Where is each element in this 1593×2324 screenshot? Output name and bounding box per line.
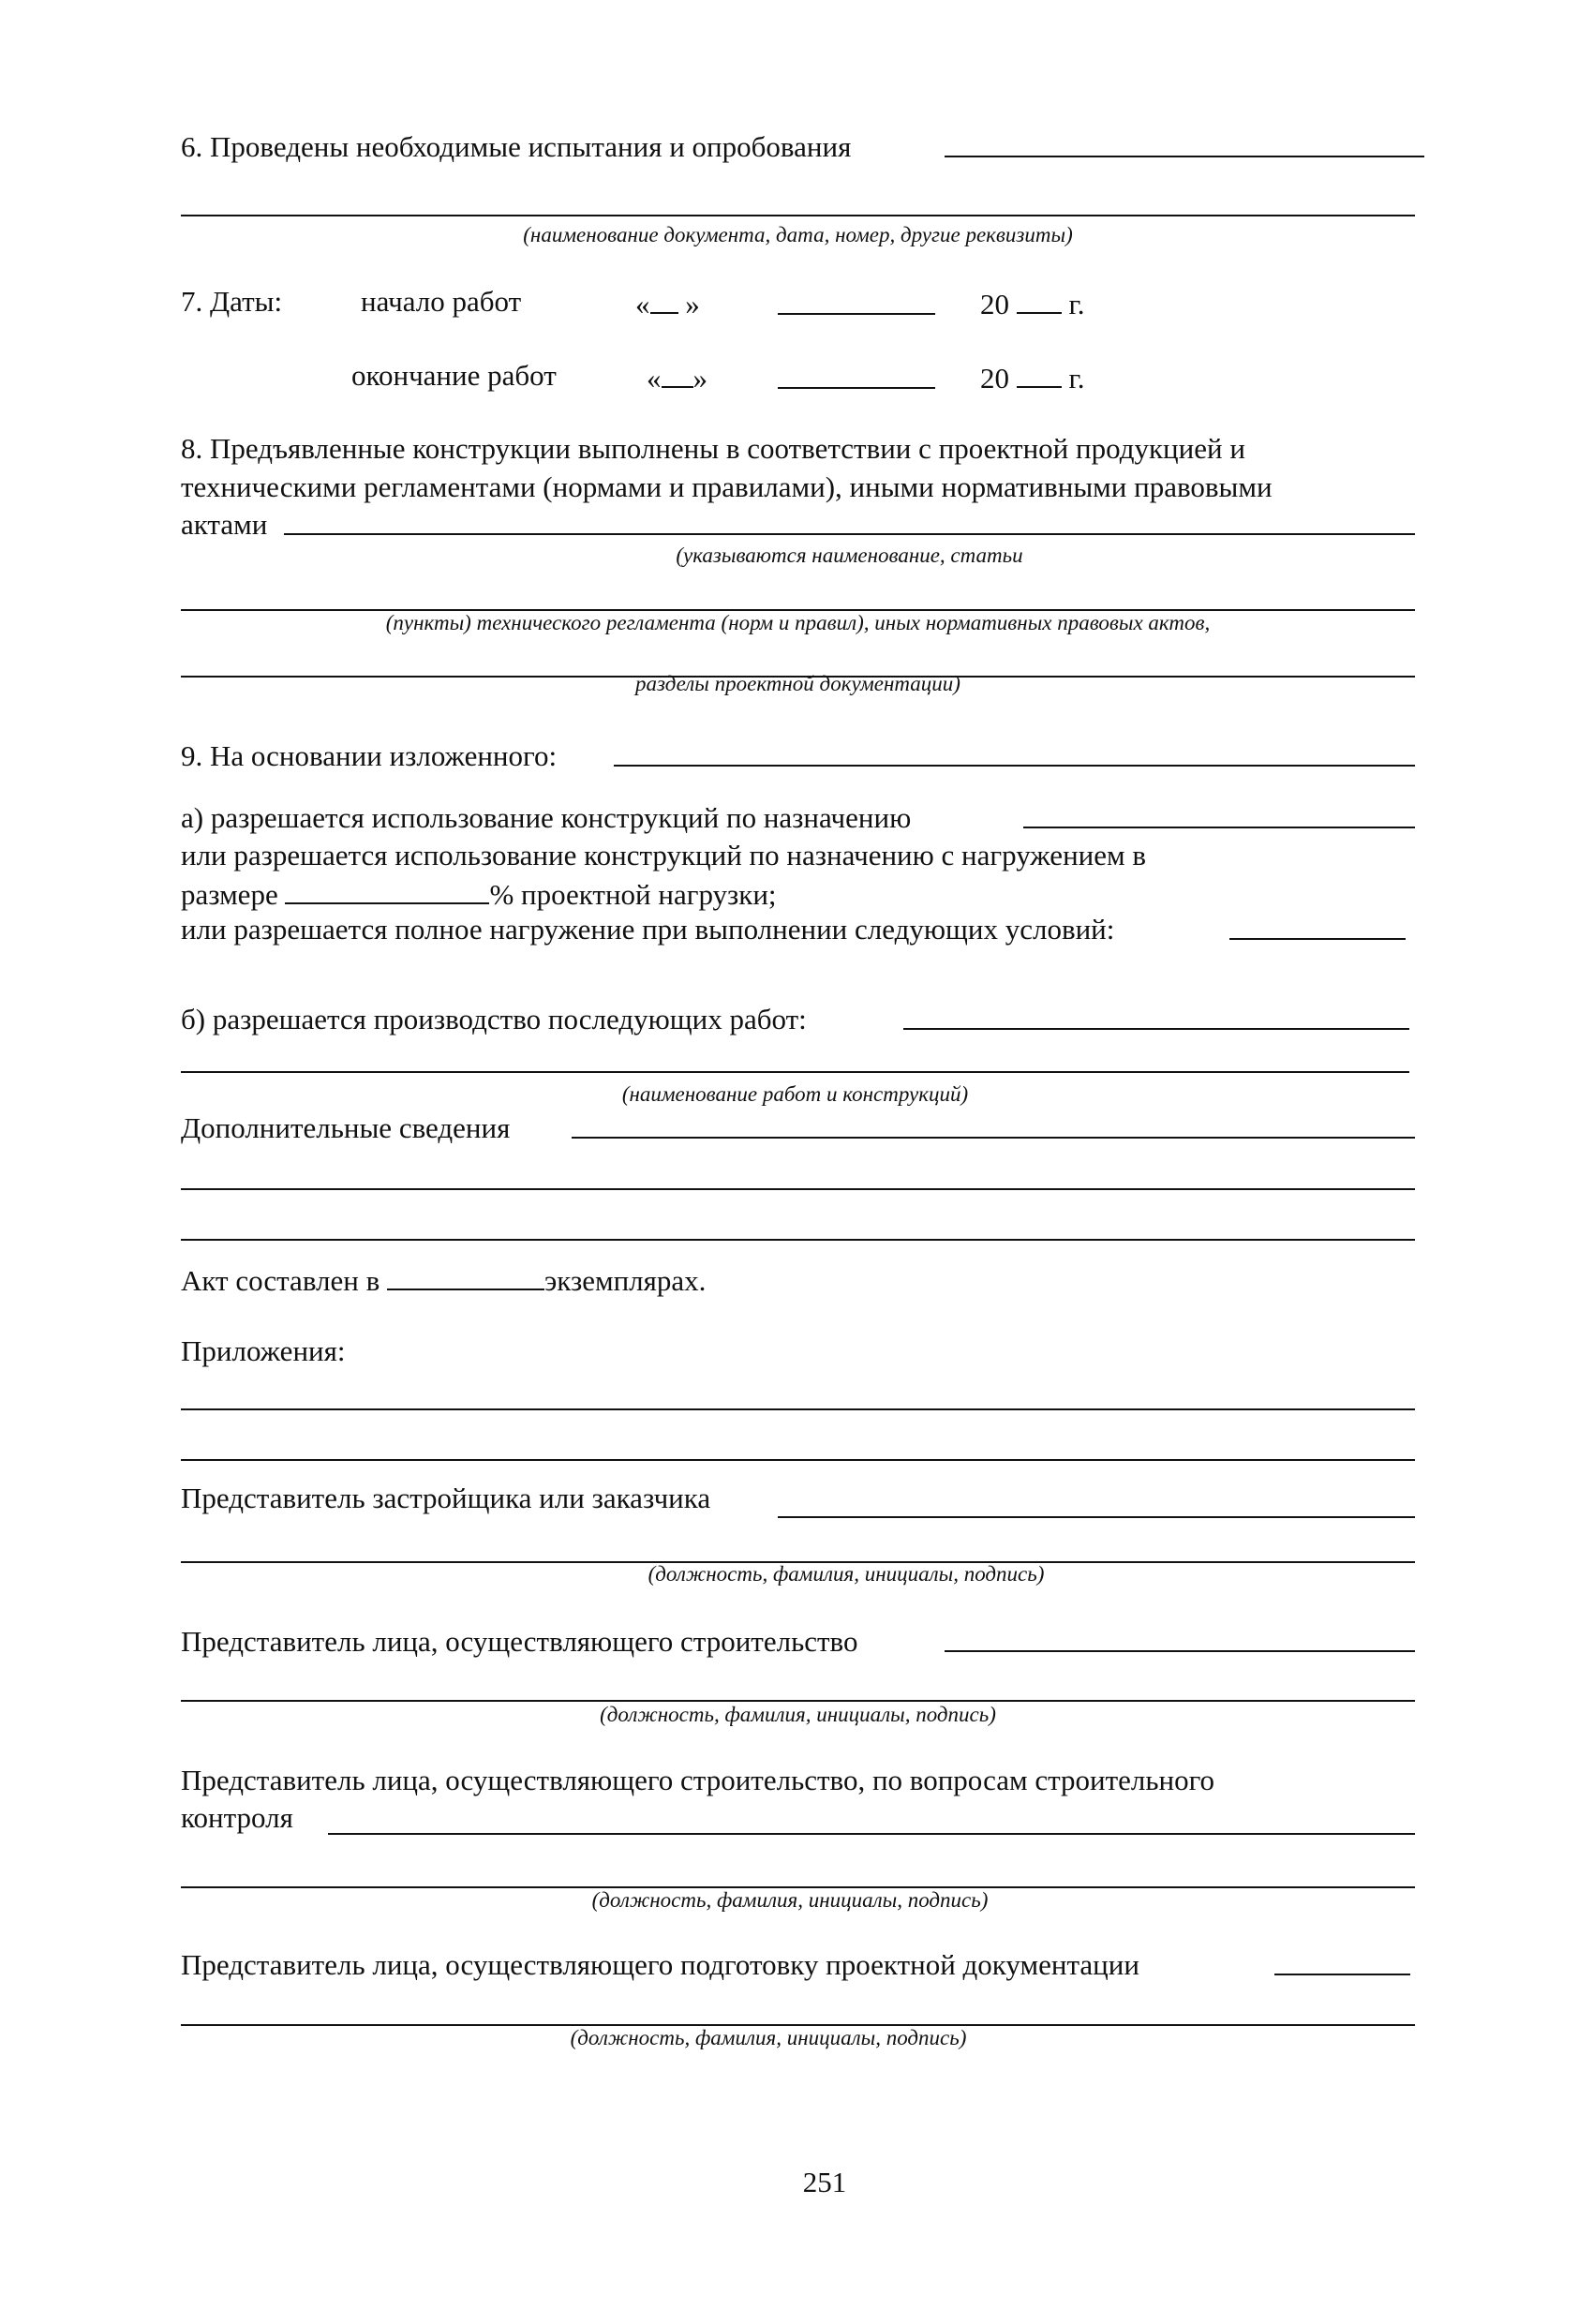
item8-caption-2: (пункты) технического регламента (норм и правил), иных нормативных правовых актов, [385, 611, 1211, 634]
designer-rep-label: Представитель лица, осуществляющего подготовку проектной документации [181, 1948, 1139, 1981]
builder-rep-label: Представитель лица, осуществляющего строительство [181, 1625, 858, 1658]
item9a-conditions-field[interactable] [1229, 938, 1406, 940]
additional-label: Дополнительные сведения [181, 1111, 511, 1144]
start-date-label: начало работ [361, 285, 522, 318]
builder-rep-field[interactable] [945, 1650, 1415, 1652]
control-rep-line2: контроля [181, 1801, 293, 1834]
item9a-line1: а) разрешается использование конструкций по назначению [181, 801, 912, 834]
item8-line2: техническими регламентами (нормами и правилами), иными нормативными правовыми [181, 470, 1273, 503]
additional-line-2[interactable] [181, 1188, 1415, 1190]
end-day-field[interactable] [647, 358, 707, 396]
item6-second-line[interactable] [181, 215, 1415, 216]
item8-line1: 8. Предъявленные конструкции выполнены в соответствии с проектной продукцией и [181, 432, 1245, 465]
designer-rep-field[interactable] [1274, 1974, 1410, 1975]
end-month-field[interactable] [778, 387, 935, 389]
item9b-line1: б) разрешается производство последующих работ: [181, 1003, 807, 1035]
end-year-prefix: 20 [980, 362, 1009, 395]
designer-rep-caption: (должность, фамилия, инициалы, подпись) [570, 2026, 967, 2049]
item9a-line2: или разрешается использование конструкций по назначению с нагружением в [181, 839, 1147, 872]
end-quote-close: » [692, 362, 707, 395]
attachments-line-2[interactable] [181, 1459, 1415, 1461]
start-year-field[interactable] [980, 284, 1084, 322]
additional-line-1[interactable] [572, 1137, 1415, 1139]
end-quote-open: « [647, 362, 662, 395]
item7-label: 7. Даты: [181, 285, 283, 318]
start-month-field[interactable] [778, 313, 935, 315]
item8-caption-3: разделы проектной документации) [635, 672, 960, 695]
item6-fill-line[interactable] [945, 156, 1424, 157]
item9b-second-line[interactable] [181, 1071, 1409, 1073]
item9-label: 9. На основании изложенного: [181, 739, 558, 772]
item9a-line3-prefix: размере [181, 878, 278, 911]
item6-caption: (наименование документа, дата, номер, другие реквизиты) [523, 223, 1073, 246]
end-year-field[interactable] [980, 358, 1084, 396]
item8-line3-label: актами [181, 508, 268, 541]
copies-line [181, 1260, 706, 1299]
control-rep-line1: Представитель лица, осуществляющего строительство, по вопросам строительного [181, 1764, 1215, 1796]
additional-line-3[interactable] [181, 1239, 1415, 1241]
attachments-label: Приложения: [181, 1334, 346, 1367]
item9a-line4: или разрешается полное нагружение при выполнении следующих условий: [181, 913, 1115, 946]
builder-rep-caption: (должность, фамилия, инициалы, подпись) [600, 1703, 996, 1726]
end-date-label: окончание работ [351, 359, 557, 392]
start-year-suffix: г. [1068, 288, 1085, 320]
copies-count-field[interactable] [387, 1260, 544, 1290]
end-year-suffix: г. [1068, 362, 1085, 395]
item8-caption-1: (указываются наименование, статьи [676, 544, 1023, 567]
load-percent-field[interactable] [285, 874, 489, 904]
attachments-line-1[interactable] [181, 1408, 1415, 1410]
customer-rep-caption: (должность, фамилия, инициалы, подпись) [648, 1562, 1045, 1586]
start-quote-close: » [685, 288, 700, 320]
control-rep-caption: (должность, фамилия, инициалы, подпись) [591, 1888, 989, 1912]
item9a-line3 [181, 874, 777, 913]
item9-fill-line[interactable] [614, 765, 1415, 767]
item9a-purpose-field[interactable] [1023, 827, 1415, 828]
item8-fill-line-1[interactable] [284, 533, 1415, 535]
item9b-fill-line[interactable] [903, 1028, 1409, 1030]
item9b-caption: (наименование работ и конструкций) [621, 1082, 969, 1106]
builder-rep-line-2[interactable] [181, 1700, 1415, 1702]
control-rep-field[interactable] [328, 1833, 1415, 1835]
copies-prefix: Акт составлен в [181, 1264, 380, 1297]
item9a-line3-suffix: % проектной нагрузки; [489, 878, 777, 911]
start-year-prefix: 20 [980, 288, 1009, 320]
page-number: 251 [802, 2166, 847, 2198]
start-quote-open: « [635, 288, 650, 320]
start-day-field[interactable] [635, 284, 700, 322]
customer-rep-field[interactable] [778, 1516, 1415, 1518]
customer-rep-label: Представитель застройщика или заказчика [181, 1482, 711, 1514]
item6-label: 6. Проведены необходимые испытания и опробования [181, 130, 852, 163]
copies-suffix: экземплярах. [544, 1264, 707, 1297]
